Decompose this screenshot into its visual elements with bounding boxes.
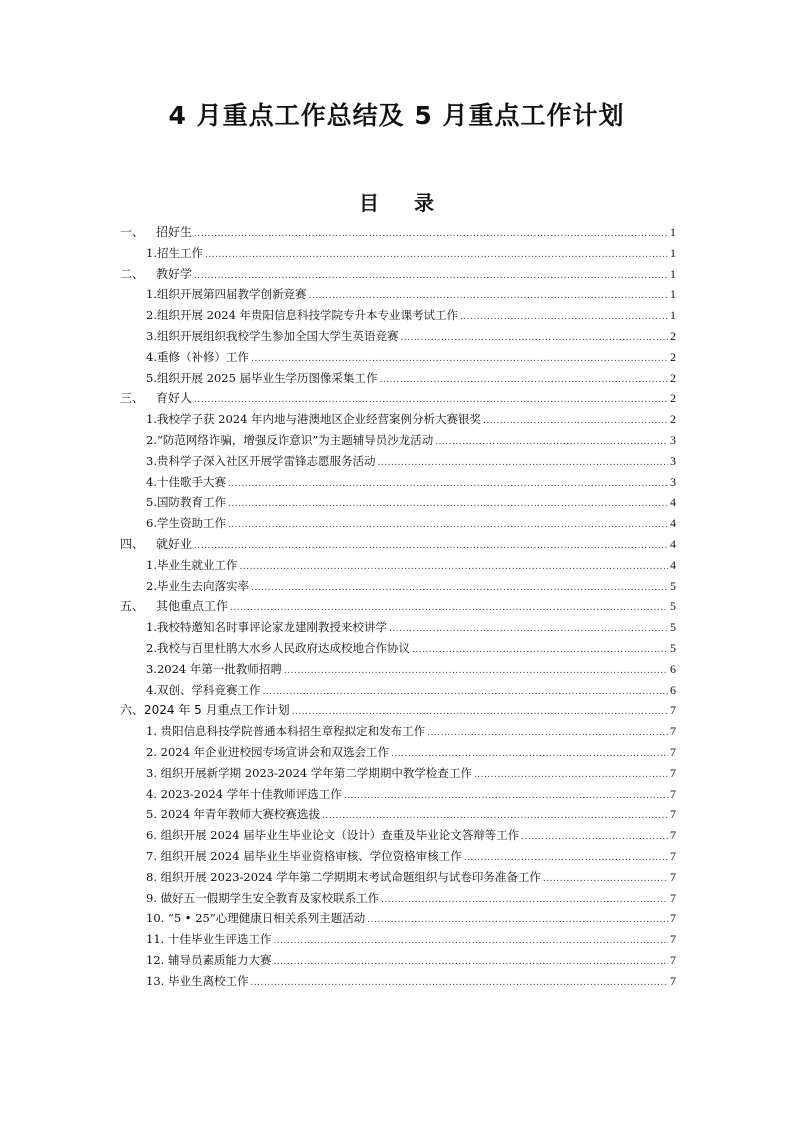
toc-page-number: 3: [670, 432, 676, 447]
toc-dot-leader: [435, 432, 668, 453]
toc-subsection-entry[interactable]: [120, 867, 676, 888]
toc-subsection-entry[interactable]: [120, 492, 676, 513]
toc-page-number: 2: [670, 412, 676, 427]
toc-dot-leader: [262, 682, 668, 703]
toc-page-number: 7: [670, 828, 676, 843]
toc-page-number: 3: [670, 453, 676, 468]
toc-page-number: 4: [670, 495, 676, 510]
toc-entry-label: 4.双创、学科竞赛工作: [146, 682, 261, 697]
toc-entry-label: 2. 2024 年企业进校园专场宣讲会和双选会工作: [146, 744, 390, 759]
toc-dot-leader: [251, 578, 668, 599]
toc-entry-label: 1.我校学子获 2024 年内地与港澳地区企业经营案例分析大赛银奖: [146, 412, 482, 427]
toc-entry-label: 10. “5 • 25”心理健康日相关系列主题活动: [146, 911, 366, 926]
toc-subsection-entry[interactable]: [120, 888, 676, 909]
toc-dot-leader: [381, 890, 668, 911]
toc-dot-leader: [344, 786, 668, 807]
toc-page-number: 1: [670, 287, 676, 302]
toc-dot-leader: [464, 848, 668, 869]
toc-entry-label: 2.毕业生去向落实率: [146, 578, 249, 593]
toc-dot-leader: [483, 411, 668, 432]
toc-page-number: 7: [670, 869, 676, 884]
toc-dot-leader: [322, 806, 668, 827]
toc-entry-label: 2.我校与百里杜鹃大水乡人民政府达成校地合作协议: [146, 640, 410, 655]
toc-entry-label: 1.我校特邀知名时事评论家龙建刚教授来校讲学: [146, 620, 387, 635]
toc-entry-label: 5. 2024 年青年教师大赛校赛选拔: [146, 807, 321, 822]
toc-entry-label: 2.组织开展 2024 年贵阳信息科技学院专升本专业课考试工作: [146, 308, 459, 323]
toc-page-number: 7: [670, 807, 676, 822]
toc-dot-leader: [194, 224, 668, 245]
toc-dot-leader: [205, 245, 668, 266]
toc-page-number: 7: [670, 932, 676, 947]
toc-page-number: 5: [670, 640, 676, 655]
toc-section-number: 六、: [120, 703, 145, 718]
toc-section-number: 二、: [120, 266, 145, 281]
toc-page-number: 2: [670, 328, 676, 343]
toc-page-number: 7: [670, 952, 676, 967]
toc-section-number: 一、: [120, 225, 145, 239]
toc-entry-label: 5.组织开展 2025 届毕业生学历图像采集工作: [146, 370, 378, 385]
toc-entry-label: 就好业: [156, 536, 193, 551]
toc-entry-label: 7. 组织开展 2024 届毕业生毕业资格审核、学位资格审核工作: [146, 848, 462, 863]
toc-subsection-entry[interactable]: [120, 680, 676, 701]
toc-subsection-entry[interactable]: [120, 825, 676, 846]
toc-page-number: 5: [670, 599, 676, 614]
toc-page-number: 1: [670, 266, 676, 281]
toc-dot-leader: [427, 723, 668, 744]
toc-entry-label: 9. 做好五一假期学生安全教育及家校联系工作: [146, 890, 380, 905]
toc-page-number: 7: [670, 765, 676, 780]
toc-section-entry[interactable]: [120, 534, 676, 555]
toc-subsection-entry[interactable]: [120, 971, 676, 992]
toc-dot-leader: [250, 973, 668, 994]
toc-entry-label: 1.组织开展第四届教学创新竞赛: [146, 287, 307, 302]
toc-page-number: 7: [670, 890, 676, 905]
toc-entry-label: 教好学: [156, 266, 193, 281]
toc-page-number: 3: [670, 474, 676, 489]
toc-entry-label: 11. 十佳毕业生评选工作: [146, 932, 272, 947]
toc-entry-label: 育好人: [156, 391, 193, 406]
toc-entry-label: 3.2024 年第一批教师招聘: [146, 661, 282, 676]
toc-dot-leader: [228, 494, 668, 515]
toc-entry-label: 5.国防教育工作: [146, 495, 226, 510]
toc-page-number: 2: [670, 349, 676, 364]
toc-section-entry[interactable]: [120, 264, 676, 285]
toc-entry-label: 3. 组织开展新学期 2023-2024 学年第二学期期中教学检查工作: [146, 765, 472, 780]
toc-page-number: 7: [670, 724, 676, 739]
toc-page-number: 5: [670, 578, 676, 593]
toc-entry-label: 6.学生资助工作: [146, 516, 226, 531]
toc-section-entry[interactable]: [120, 596, 676, 617]
toc-subsection-entry[interactable]: [120, 846, 676, 867]
toc-subsection-entry[interactable]: [120, 472, 676, 493]
toc-subsection-entry[interactable]: [120, 430, 676, 451]
toc-subsection-entry[interactable]: [120, 721, 676, 742]
toc-page-number: 4: [670, 536, 676, 551]
toc-heading: 目 录: [359, 191, 448, 215]
toc-page-number: 1: [670, 308, 676, 323]
toc-dot-leader: [400, 328, 668, 349]
toc-entry-label: 12. 辅导员素质能力大赛: [146, 952, 272, 967]
toc-dot-leader: [194, 536, 668, 557]
toc-page-number: 1: [670, 225, 676, 239]
toc-dot-leader: [543, 869, 668, 890]
toc-dot-leader: [228, 515, 668, 536]
toc-subsection-entry[interactable]: [120, 451, 676, 472]
table-of-contents: [120, 222, 676, 991]
toc-dot-leader: [412, 640, 668, 661]
toc-entry-label: 6. 组织开展 2024 届毕业生毕业论文（设计）查重及毕业论文答辩等工作: [146, 828, 520, 843]
toc-subsection-entry[interactable]: [120, 368, 676, 389]
toc-page-number: 4: [670, 516, 676, 531]
toc-dot-leader: [194, 390, 668, 411]
toc-entry-label: 1.毕业生就业工作: [146, 557, 238, 572]
toc-subsection-entry[interactable]: [120, 638, 676, 659]
toc-page-number: 7: [670, 786, 676, 801]
toc-entry-label: 2.“防范网络诈骗，增强反诈意识”为主题辅导员沙龙活动: [146, 432, 434, 447]
toc-subsection-entry[interactable]: [120, 804, 676, 825]
toc-subsection-entry[interactable]: [120, 347, 676, 368]
toc-page-number: 7: [670, 973, 676, 988]
toc-entry-label: 3.组织开展组织我校学生参加全国大学生英语竞赛: [146, 328, 399, 343]
toc-section-entry[interactable]: [120, 388, 676, 409]
toc-dot-leader: [389, 619, 668, 640]
toc-entry-label: 3.贵科学子深入社区开展学雷锋志愿服务活动: [146, 453, 376, 468]
toc-subsection-entry[interactable]: [120, 908, 676, 929]
toc-subsection-entry[interactable]: [120, 763, 676, 784]
toc-section-number: 四、: [120, 536, 145, 551]
toc-page-number: 2: [670, 370, 676, 385]
toc-dot-leader: [391, 744, 668, 765]
toc-section-number: 三、: [120, 391, 145, 406]
toc-dot-leader: [367, 910, 668, 931]
toc-entry-label: 4.十佳歌手大赛: [146, 474, 226, 489]
toc-dot-leader: [377, 453, 668, 474]
toc-entry-label: 1. 贵阳信息科技学院普通本科招生章程拟定和发布工作: [146, 724, 426, 739]
toc-subsection-entry[interactable]: [120, 555, 676, 576]
toc-entry-label: 4.重修（补修）工作: [146, 349, 249, 364]
toc-entry-label: 4. 2023-2024 学年十佳教师评选工作: [146, 786, 342, 801]
toc-subsection-entry[interactable]: [120, 305, 676, 326]
toc-subsection-entry[interactable]: [120, 409, 676, 430]
toc-entry-label: 2024 年 5 月重点工作计划: [144, 703, 290, 718]
toc-dot-leader: [460, 307, 668, 328]
toc-subsection-entry[interactable]: [120, 784, 676, 805]
toc-page-number: 6: [670, 661, 676, 676]
toc-subsection-entry[interactable]: [120, 617, 676, 638]
toc-page-number: 5: [670, 620, 676, 635]
toc-page-number: 2: [670, 391, 676, 406]
toc-page-number: 7: [670, 911, 676, 926]
toc-subsection-entry[interactable]: [120, 659, 676, 680]
toc-entry-label: 招好生: [156, 225, 193, 239]
toc-page-number: 7: [670, 848, 676, 863]
toc-subsection-entry[interactable]: [120, 576, 676, 597]
toc-entry-label: 1.招生工作: [146, 245, 203, 260]
toc-entry-label: 8. 组织开展 2023-2024 学年第二学期期末考试命题组织与试卷印务准备工作: [146, 869, 541, 884]
toc-dot-leader: [292, 702, 668, 723]
toc-subsection-entry[interactable]: [120, 513, 676, 534]
toc-dot-leader: [239, 557, 668, 578]
document-title: 4 月重点工作总结及 5 月重点工作计划: [168, 101, 625, 130]
toc-dot-leader: [194, 266, 668, 287]
toc-subsection-entry[interactable]: [120, 243, 676, 264]
toc-dot-leader: [308, 286, 668, 307]
toc-section-number: 五、: [120, 599, 145, 614]
toc-entry-label: 其他重点工作: [156, 599, 229, 614]
toc-section-entry[interactable]: [120, 222, 676, 243]
toc-section-entry[interactable]: [120, 700, 676, 721]
toc-page-number: 7: [670, 703, 676, 718]
toc-dot-leader: [474, 765, 668, 786]
toc-dot-leader: [230, 598, 668, 619]
toc-dot-leader: [273, 931, 668, 952]
toc-entry-label: 13. 毕业生离校工作: [146, 973, 249, 988]
toc-subsection-entry[interactable]: [120, 950, 676, 971]
toc-dot-leader: [273, 952, 668, 973]
toc-page-number: 4: [670, 557, 676, 572]
toc-page-number: 6: [670, 682, 676, 697]
toc-page-number: 1: [670, 245, 676, 260]
toc-dot-leader: [380, 370, 668, 391]
toc-dot-leader: [228, 474, 668, 495]
toc-subsection-entry[interactable]: [120, 284, 676, 305]
toc-subsection-entry[interactable]: [120, 742, 676, 763]
toc-subsection-entry[interactable]: [120, 326, 676, 347]
toc-dot-leader: [251, 349, 668, 370]
toc-page-number: 7: [670, 744, 676, 759]
toc-dot-leader: [284, 661, 668, 682]
toc-dot-leader: [521, 827, 668, 848]
toc-subsection-entry[interactable]: [120, 929, 676, 950]
